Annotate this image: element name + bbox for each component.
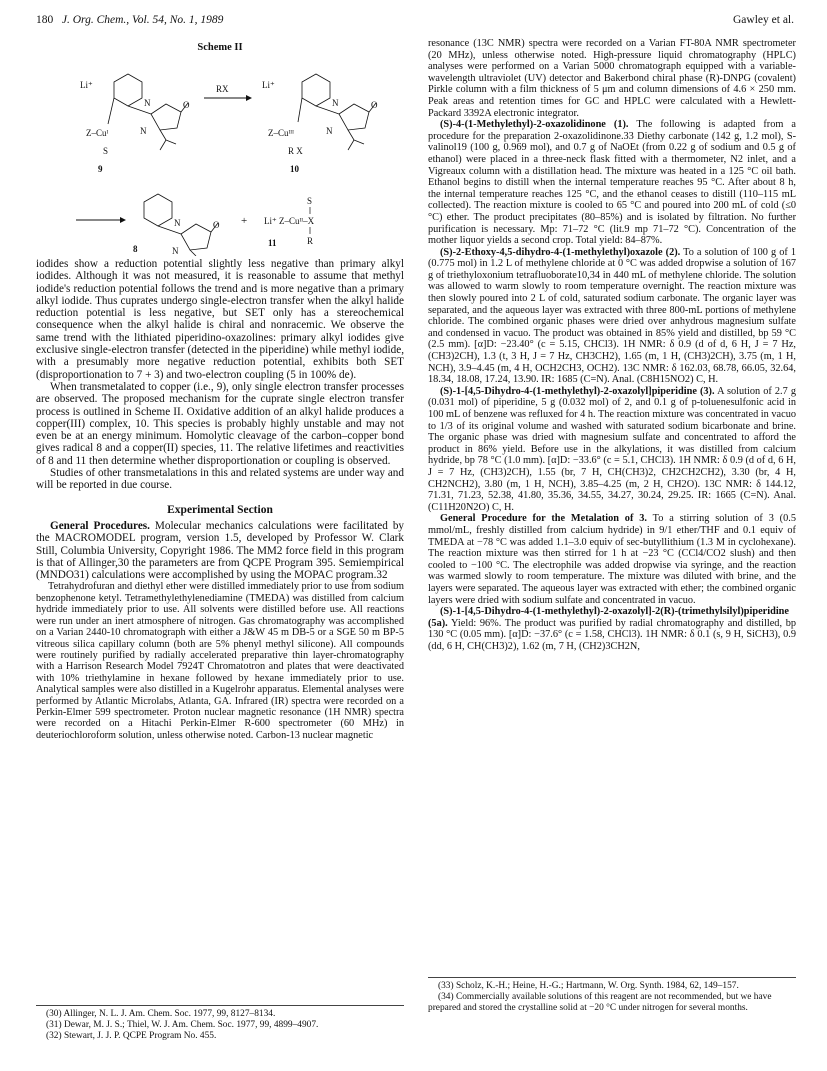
li-plus-10: Li⁺: [262, 80, 275, 90]
paragraph-2: When transmetalated to copper (i.e., 9), only single electron transfer processes are observed. The proposed mechanism for the cuprate single electron transfer process is outlined in Scheme II. Oxidative addition of an alkyl halide produces a copper(III) complex, 10. This species is probably highly unstable and may not even be at an energy minimum. Homolytic cleavage of the carbon–copper bond gives radical 8 and a copper(II) species, 11. The relative lifetimes and reactivities of 8 and 11 then determine whether disproportionation or coupling is observed.: [36, 380, 404, 467]
header-authors: Gawley et al.: [733, 14, 794, 26]
o-atom-8: O: [213, 220, 220, 230]
discussion-text: [36, 258, 404, 492]
journal-citation: J. Org. Chem., Vol. 54, No. 1, 1989: [61, 14, 224, 26]
metalation-paragraph: [428, 513, 796, 606]
experimental-section-title: Experimental Section: [167, 503, 273, 516]
compound-2-paragraph: [428, 247, 796, 386]
compound-5a-paragraph: [428, 606, 796, 652]
compound-number-8: 8: [133, 244, 138, 254]
compound-number-10: 10: [290, 164, 299, 174]
n-lower-10: N: [326, 126, 333, 136]
compound-9: [108, 74, 188, 150]
footnotes-left: [36, 1005, 404, 1042]
n-lower-9: N: [140, 126, 147, 136]
experimental-details: [36, 581, 404, 741]
arrowhead-2: [120, 217, 126, 223]
scheme-title: Scheme II: [197, 42, 243, 53]
paragraph-solvents: Tetrahydrofuran and diethyl ether were distilled immediately prior to use from sodium benzophenone ketyl. Tetramethylethylenediamine (TMEDA) was distilled from calcium hydride immediately prior to use. All solvents were distilled before use. All reactions were run under an inert atmosphere of nitrogen. Gas chromatography was accomplished on a Varian 2440-10 chromatograph with either a J&W 45 m DB-5 or a SGE 50 m BP-5 vitreous silica capillary column (both are 5% phenyl methyl silicone). All compounds were routinely purified by radially accelerated preparative thin layer-chromatography with a Harrison Research Model 7924T Chromatotron and plates that were deactivated with 10% triethylamine in hexane followed by hexane immediately prior to use. Analytical samples were also distilled in a Kugelrohr apparatus. Elemental analyses were performed by Atlantic Microlabs, Atlanta, GA. Infrared (IR) spectra were recorded on a Perkin-Elmer 599 spectrometer. Proton nuclear magnetic resonance (1H NMR) spectra were recorded on a Hitachi Perkin-Elmer R-600 spectrometer (60 MHz) in deuteriochloroform solution, unless otherwise noted. Carbon-13 nuclear magnetic: [36, 581, 404, 741]
n-lower-8: N: [172, 246, 179, 256]
compound-1-head: (S)-4-(1-Methylethyl)-2-oxazolidinone (1).: [440, 119, 629, 131]
compound-8: [144, 194, 218, 256]
scheme-diagram: [36, 56, 404, 256]
footnote-32: (32) Stewart, J. J. P. QCPE Program No. 455.: [46, 1031, 217, 1041]
compound-5a-body: Yield: 96%. The product was purified by radial chromatography and distilled, bp 130 °C (0.05 mm). [α]D: −37.6° (c = 1.58, CHCl3). 1H NMR: δ 0.1 (s, 9 H, SiCH3), 0.9 (dd, 6 H, CH(CH3)2), 1.62 (m, 7 H, (CH2)3CH2N,: [428, 617, 796, 652]
compound-2-head: (S)-2-Ethoxy-4,5-dihydro-4-(1-methylethyl)oxazole (2).: [440, 246, 681, 258]
arrow-reagent: RX: [216, 84, 229, 94]
general-procedures-body: Molecular mechanics calculations were facilitated by the MACROMODEL program, version 1.5, developed by Professor W. Clark Still, Columbia University, Copyright 1986. The MM2 force field in this program is that of Allinger,30 the parameters are from QCPE Program 395. Semiempirical (MNDO31) calculations were accomplished by using the MOPAC program.32: [36, 519, 405, 582]
arrowhead-1: [246, 95, 252, 101]
paragraph-continued: resonance (13C NMR) spectra were recorded on a Varian FT-80A NMR spectrometer (20 MHz), unless otherwise noted. High-pressure liquid chromatography (HPLC) analyses were performed on a Varian 5000 chromatograph equipped with a variable-wavelength ultraviolet (UV) detector and Bakerbond chiral phase (R)-DNPG (covalent) Pirkle column with a film thickness of 5 μm and column dimensions of 4.6 × 250 mm. Peak areas and retention times for GC and HPLC were calculated with a Hewlett-Packard 3392A electronic integrator.: [428, 38, 796, 119]
compound-number-9: 9: [98, 164, 103, 174]
s-label-9: S: [103, 146, 109, 156]
s-label-11: S: [307, 196, 313, 206]
scheme-figure: [36, 38, 404, 256]
li-plus-9: Li⁺: [80, 80, 93, 90]
compound-3-head: (S)-1-[4,5-Dihydro-4-(1-methylethyl)-2-oxazolyl]piperidine (3).: [440, 385, 715, 397]
paragraph-1: iodides show a reduction potential slightly less negative than primary alkyl iodides. Although it was not measured, it is reasonable to assume that methyl iodide's reduction potential follows the trend and is more negative than a primary alkyl iodide. Thus cuprates undergo single-electron transfer when the alkyl halide reduction potential is less negative, but SET only has a stereochemical consequence when the alkyl halide is chiral and nonracemic. We observe the same trend with the lithiated piperidino-oxazolines: primary alkyl iodides give exclusive single-electron transfer (detected in the piperidine) while methyl iodide, with a presumably more negative reduction potential, exhibits both SET (disproportionation to 7 + 3) and two-electron coupling (5 in 100% de).: [36, 258, 404, 381]
n-atom-9: N: [144, 98, 151, 108]
o-atom-9: O: [183, 100, 190, 110]
r-label-11: R: [307, 236, 314, 246]
running-header: [36, 14, 794, 30]
right-column: [428, 38, 796, 652]
page-number: 180: [36, 14, 54, 26]
cu2-label: Li⁺ Z–Cuᴵᴵ–X: [264, 216, 315, 226]
compound-5a-head: (S)-1-[4,5-Dihydro-4-(1-methylethyl)-2-oxazolyl]-2(R)-(trimethylsilyl)piperidine (5a).: [428, 606, 789, 629]
metalation-body: To a stirring solution of 3 (0.5 mmol/mL, freshly distilled from calcium hydride) in 9/1 ether/THF and 0.1 equiv of TMEDA at −78 °C was added 1.1–3.0 equiv of sec-butyllithium (1.3 M in cyclohexane). The reaction mixture was then stirred for 1 h at −23 °C (CCl4/CO2 slush) and then cooled to −100 °C. The electrophile was added dropwise via syringe, and the reaction was warmed slowly to room temperature. The mixture was diluted with brine, and the layers were separated. The aqueous layer was extracted with ether; the combined organic layers were dried with sodium sulfate and concentrated in vacuo.: [428, 513, 796, 606]
footnotes-right: [428, 977, 796, 1014]
footnote-30: (30) Allinger, N. L. J. Am. Chem. Soc. 1977, 99, 8127–8134.: [46, 1009, 276, 1019]
compound-1-body: The following is adapted from a procedure for the preparation 2-oxazolidinone.33 Diethy carbonate (142 g, 1.2 mol), S-valinol19 (100 g, 0.969 mol), and 0.7 g of NaOEt (from 0.22 g of sodium and 0.5 g of ethanol) were placed in a three-neck flask fitted with a thermometer, N2 inlet, and a Vigreaux column with a distillation head. The mixture was heated in a 125 °C oil bath. Ethanol begins to distill when the internal temperature reaches 95 °C. After about 8 h, the internal temperature reaches 125 °C, and the ethanol ceases to distill (110–115 mL collected). The reaction mixture is cooled to 65 °C and poured into 200 mL of cold (≤0 °C) ether. The product precipitates (80–85%) and is isolated by filtration. No further purification is necessary. Mp: 71–72 °C (lit.9 mp 71–72 °C). Concentration of the mother liquor yields a second crop. Total yield: 84–87%.: [428, 119, 796, 247]
paragraph-3: Studies of other transmetalations in this and related systems are under way and will be reported in due course.: [36, 467, 404, 492]
n-atom-10: N: [332, 98, 339, 108]
general-procedures-head: General Procedures.: [50, 519, 150, 532]
compound-3-body: A solution of 2.7 g (0.031 mol) of piperidine, 5 g (0.032 mol) of 2, and 0.1 g of p-toluenesulfonic acid in 100 mL of benzene was refluxed for 4 h. The reaction mixture was concentrated in vacuo to 1/3 of its original volume and washed with saturated sodium bicarbonate and brine. The organic phase was dried with magnesium sulfate and concentrated to afford the product in 86% yield. Before use in the alkylations, it was distilled from calcium hydride, bp 78 °C (1.0 mm). [α]D: −33.6° (c = 5.1, CHCl3). 1H NMR: δ 0.9 (d of d, 6 H, J = 7 Hz, (CH3)2CH), 1.55 (br, 7 H, CH(CH3)2, CH2CH2CH2), 3.30 (br, 4 H, CH2NCH2), 3.80 (m, 1 H, NCH), 3.85–4.25 (m, 2 H, CH2O). 13C NMR: δ 144.12, 71.31, 71.23, 52.38, 41.80, 35.36, 34.55, 34.27, 30.24, 29.25. IR: 1665 (C=N). Anal. (C11H20N2O) C, H.: [428, 385, 796, 513]
compound-number-11: 11: [268, 238, 277, 248]
footnote-33: (33) Scholz, K.-H.; Heine, H.-G.; Hartmann, W. Org. Synth. 1984, 62, 149–157.: [438, 981, 739, 991]
metalation-head: General Procedure for the Metalation of 3.: [440, 513, 647, 525]
general-procedures-text: [36, 520, 404, 581]
compound-2-body: To a solution of 100 g of 1 (0.775 mol) in 1.2 L of methylene chloride at 0 °C was added dropwise a solution of 167 g of triethyloxonium tetrafluoborate10,34 in 440 mL of methylene chloride. The solution was allowed to warm slowly to room temperature overnight. The reaction mixture was then slowly poured into 2 L of cold, saturated sodium carbonate. The organic layer was separated, and the aqueous layer was extracted with three 800-mL portions of methylene chloride. The combined organic phases were dried over anhydrous magnesium sulfate and condensed in vacuo. The product was obtained in 85% yield and distilled, bp 59 °C (2.5 mm). [α]D: −23.40° (c = 5.15, CHCl3). 1H NMR: δ 0.9 (d of d, 6 H, J = 7 Hz, (CH3)2CH), 1.3 (t, 3 H, J = 7 Hz, CH3CH2), 1.65 (m, 1 H, (CH3)2CH), 3.75 (m, 1 H, NCH), 3.9–4.45 (m, 4 H, OCH2CH3, OCH2). 13C NMR: δ 162.03, 68.78, 66.05, 32.64, 18.34, 18.08, 17.24, 13.90. IR: 1685 (C=N). Anal. (C8H15NO2) C, H.: [428, 246, 797, 386]
n-atom-8: N: [174, 218, 181, 228]
plus-sign: +: [241, 215, 248, 227]
compound-1-paragraph: [428, 119, 796, 247]
cu1-label: Z–Cuᴵ: [86, 128, 109, 138]
header-left: [36, 14, 223, 26]
compound-3-paragraph: [428, 386, 796, 514]
footnote-31: (31) Dewar, M. J. S.; Thiel, W. J. Am. Chem. Soc. 1977, 99, 4899–4907.: [46, 1020, 319, 1030]
footnote-34: (34) Commercially available solutions of this reagent are not recommended, but we have prepared and stored the crystalline solid at −20 °C under nitrogen for several months.: [428, 992, 772, 1013]
compound-10: [298, 74, 376, 150]
rx-substituents: R X: [288, 146, 303, 156]
left-column: [36, 38, 404, 741]
cu3-label: Z–Cuᴵᴵᴵ: [268, 128, 294, 138]
o-atom-10: O: [371, 100, 378, 110]
